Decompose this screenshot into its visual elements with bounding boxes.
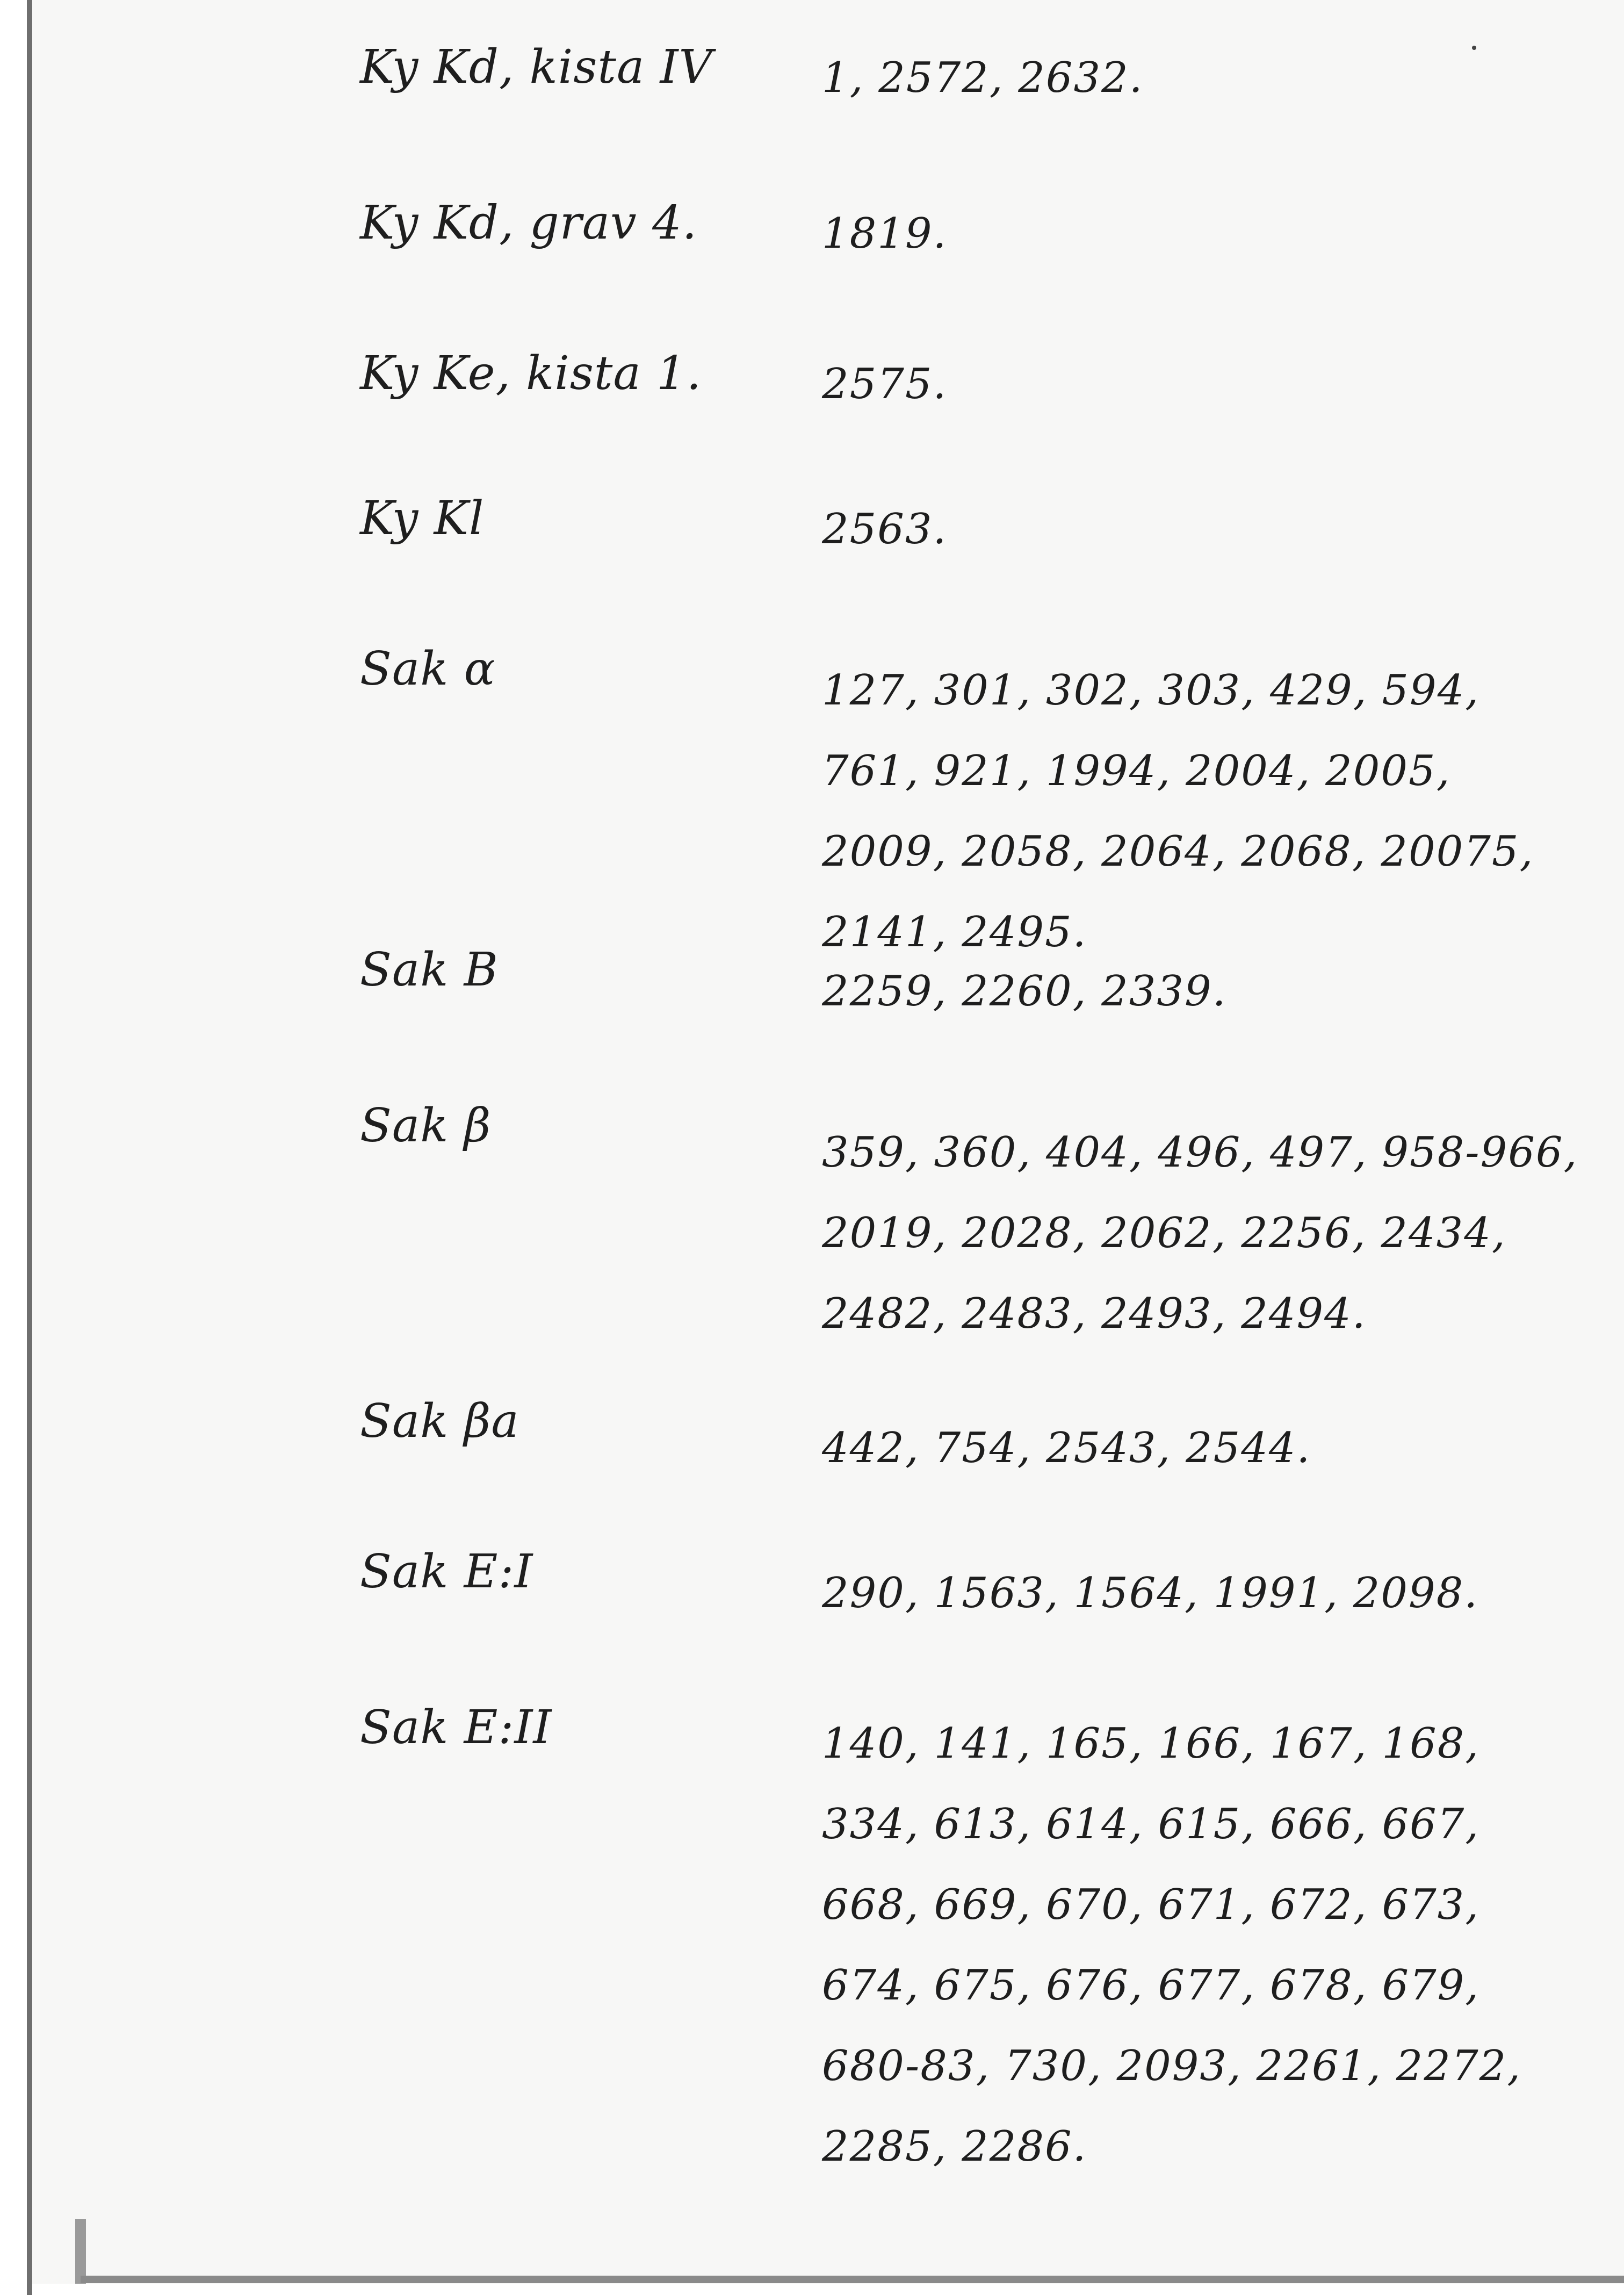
entry-label: Sak β [360,1099,492,1153]
entry-refs: 1819. [822,210,948,258]
entry-refs: 127, 301, 302, 303, 429, 594, 761, 921, 1994, 2004, 2005, 2009, 2058, 2064, 2068, 20075, 2141, 2495. [822,666,1534,956]
entry-label: Ky Kd, grav 4. [360,196,698,250]
entry-label: Sak E:II [360,1701,552,1754]
entry-label: Ky Kl [360,492,485,545]
entry-refs: 2575. [822,360,948,408]
entry-label: Sak B [360,943,499,997]
entry-label: Ky Ke, kista 1. [360,347,702,400]
entry-refs: 442, 754, 2543, 2544. [822,1424,1311,1472]
entry-refs: 359, 360, 404, 496, 497, 958-966, 2019, 2028, 2062, 2256, 2434, 2482, 2483, 2493, 2494. [822,1128,1578,1338]
entry-refs: 140, 141, 165, 166, 167, 168, 334, 613, 614, 615, 666, 667, 668, 669, 670, 671, 672, 673, 674, 675, 676, 677, 678, 679, 680-83, 730, 2093, 2261, 2272, 2285, 2286. [822,1720,1522,2171]
entry-refs: 2563. [822,505,948,553]
entry-refs: 1, 2572, 2632. [822,54,1144,102]
entry-label: Ky Kd, kista IV [360,40,713,94]
entry-label: Sak E:I [360,1545,533,1599]
entry-refs: 2259, 2260, 2339. [822,967,1227,1016]
entry-label: Sak α [360,642,496,696]
entry-refs: 290, 1563, 1564, 1991, 2098. [822,1569,1479,1617]
entry-label: Sak βa [360,1394,519,1448]
